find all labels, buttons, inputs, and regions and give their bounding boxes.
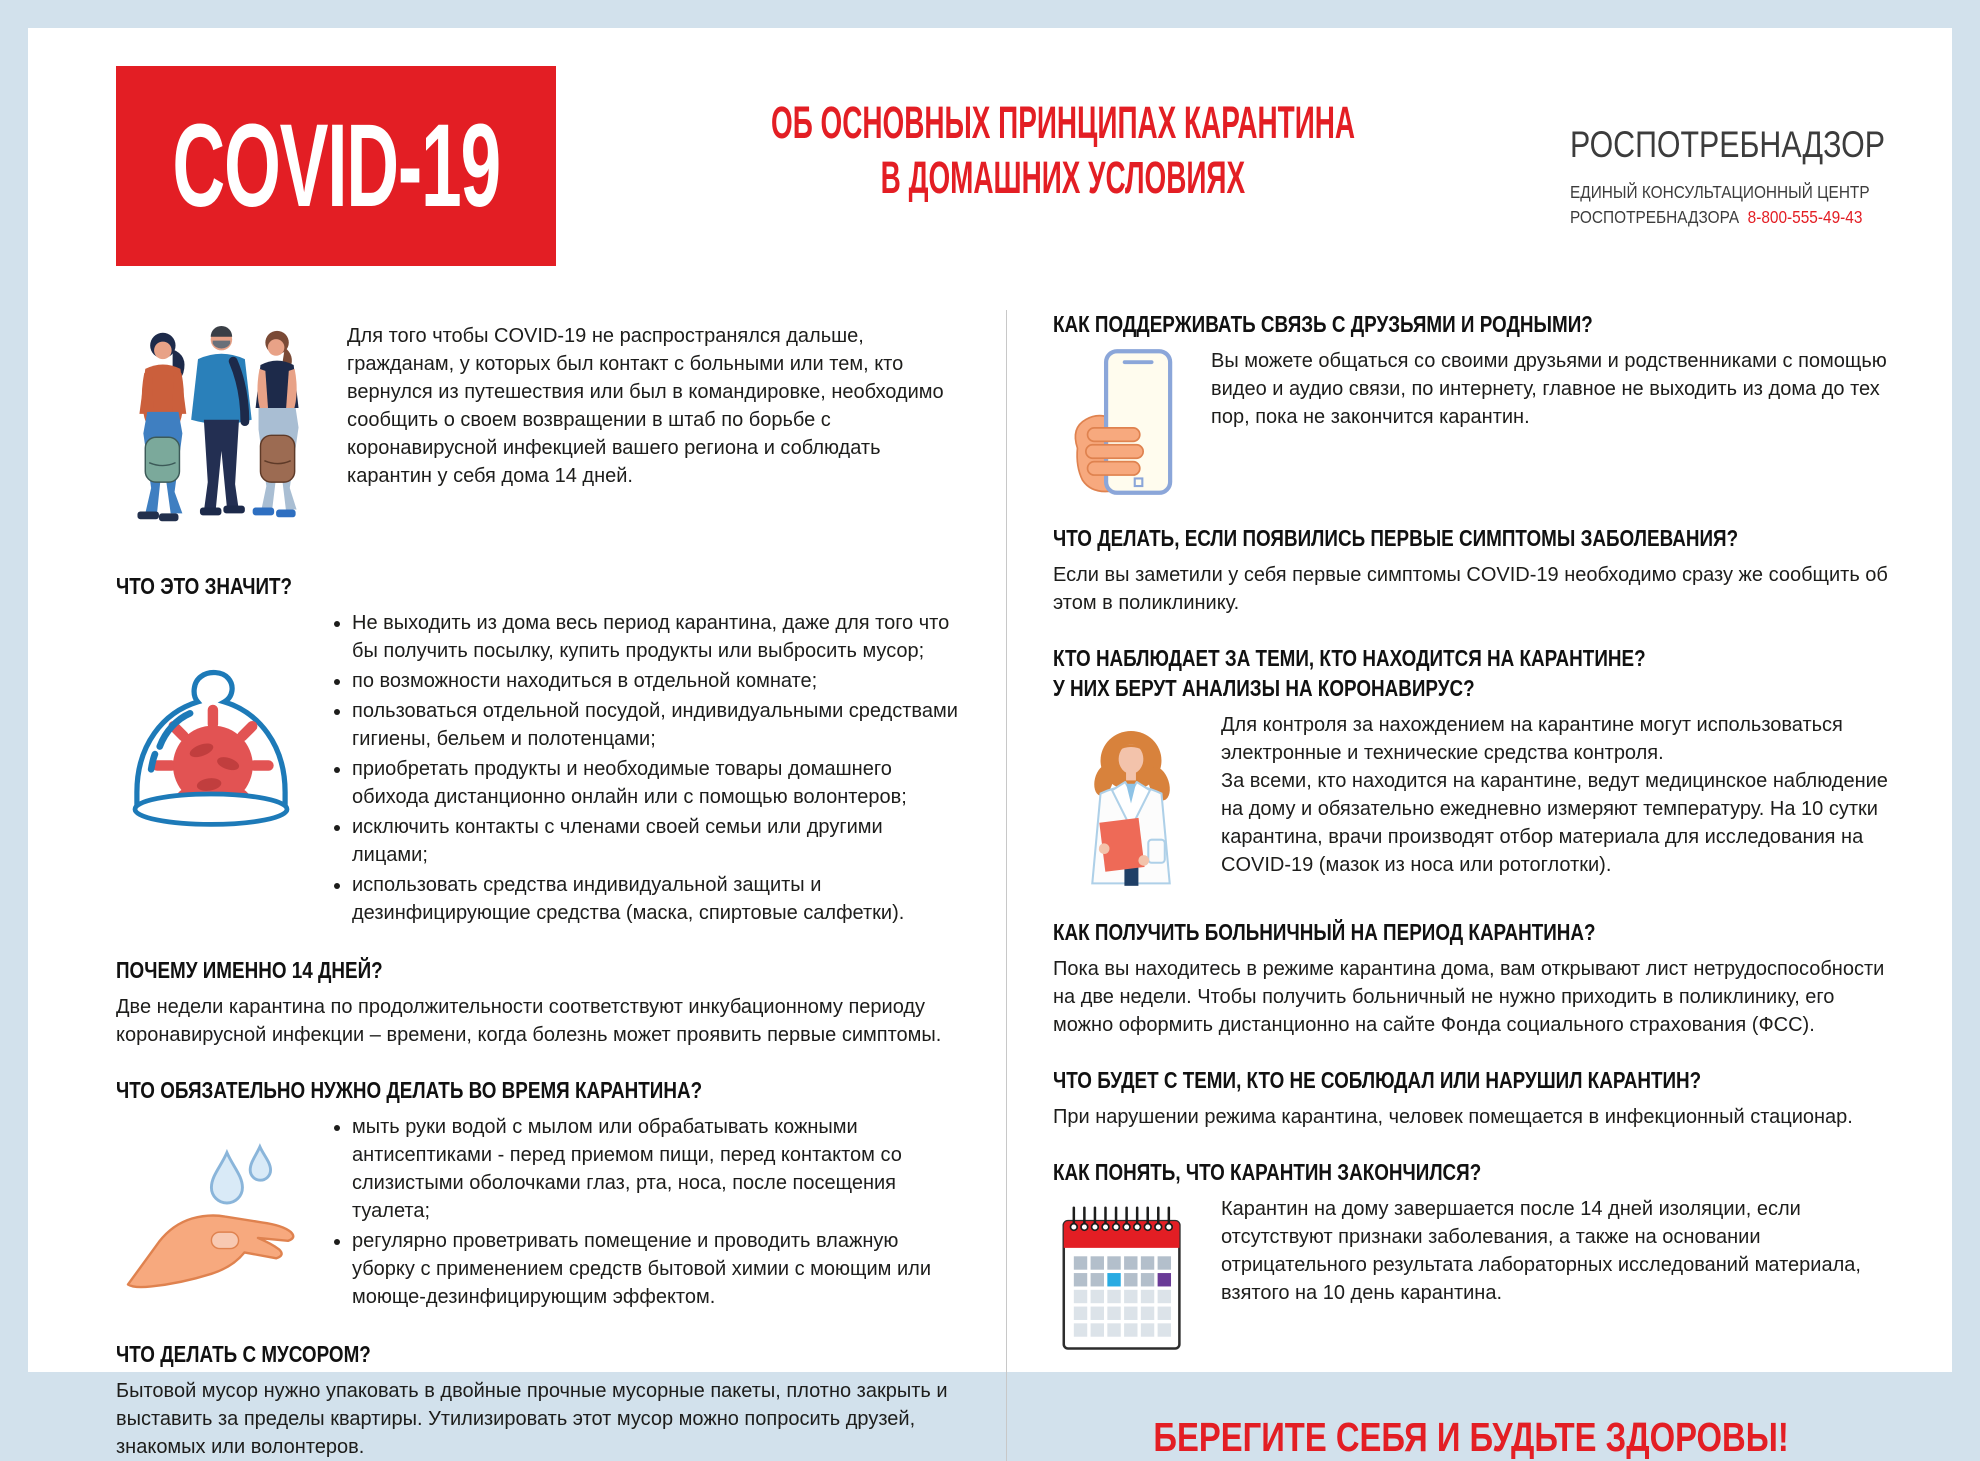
virus-dome-illustration	[116, 609, 314, 864]
section-why-14-days	[116, 956, 962, 1049]
trash-text: Бытовой мусор нужно упаковать в двойные прочные мусорные пакеты, плотно закрыть и выставить за пределы квартиры. Утилизировать этот мусор можно попросить друзей, знакомых или волонтеров.	[116, 1377, 962, 1461]
section-heading: КАК ПОЛУЧИТЬ БОЛЬНИЧНЫЙ НА ПЕРИОД КАРАНТИНА?	[1053, 918, 1890, 946]
section-heading: ЧТО БУДЕТ С ТЕМИ, КТО НЕ СОБЛЮДАЛ ИЛИ НАРУШИЛ КАРАНТИН?	[1053, 1066, 1890, 1094]
list-item: Для контроля за нахождением на карантине могут использоваться электронные и технические средства контроля.	[1221, 711, 1890, 767]
covid-badge-label: COVID-19	[172, 98, 500, 234]
content-columns	[28, 310, 1952, 1461]
closing-message: БЕРЕГИТЕ СЕБЯ И БУДЬТЕ ЗДОРОВЫ!	[1053, 1414, 1890, 1461]
list-item: • использовать средства индивидуальной защиты и дезинфицирующие средства (маска, спиртовые салфетки).	[352, 871, 962, 927]
hotline-phone: 8-800-555-49-43	[1748, 207, 1863, 227]
section-heading: ЧТО ЭТО ЗНАЧИТ?	[116, 572, 962, 600]
title-line-2: В ДОМАШНИХ УСЛОВИЯХ	[881, 151, 1245, 206]
section-heading-line2: У НИХ БЕРУТ АНАЛИЗЫ НА КОРОНАВИРУС?	[1053, 674, 1890, 702]
agency-subtitle-line1: ЕДИНЫЙ КОНСУЛЬТАЦИОННЫЙ ЦЕНТР	[1570, 180, 1870, 205]
section-heading: КАК ПОДДЕРЖИВАТЬ СВЯЗЬ С ДРУЗЬЯМИ И РОДНЫМИ?	[1053, 310, 1890, 338]
who-monitors-text	[1221, 711, 1890, 879]
section-first-symptoms	[1053, 524, 1890, 617]
quarantine-end-text: Карантин на дому завершается после 14 дней изоляции, если отсутствуют признаки заболевания, а также на основании отрицательного результата лабораторных исследований материала, взятого на 10 день карантина.	[1221, 1195, 1890, 1307]
section-heading: ПОЧЕМУ ИМЕННО 14 ДНЕЙ?	[116, 956, 962, 984]
list-item: • мыть руки водой с мылом или обрабатывать кожными антисептиками - перед приемом пищи, перед контактом со слизистыми оболочками глаз, рта, носа, после посещения туалета;	[352, 1113, 962, 1225]
section-heading: ЧТО ДЕЛАТЬ С МУСОРОМ?	[116, 1340, 962, 1368]
section-what-it-means	[116, 572, 962, 929]
hand-water-drops-illustration	[116, 1113, 314, 1299]
travelers-illustration	[116, 310, 321, 545]
section-must-do	[116, 1076, 962, 1313]
list-item: • по возможности находиться в отдельной комнате;	[352, 667, 962, 695]
page-title	[592, 66, 1534, 206]
intro-section	[116, 310, 962, 545]
calendar-illustration	[1053, 1195, 1203, 1356]
list-item: За всеми, кто находится на карантине, ведут медицинское наблюдение на дому и обязательно ежедневно измеряют температуру. На 10 сутки карантина, врачи производят отбор материала для исследования на COVID-19 (мазок из носа или ротоглотки).	[1221, 767, 1890, 879]
poster-page	[28, 28, 1952, 1372]
section-quarantine-end	[1053, 1158, 1890, 1356]
phone-in-hand-illustration	[1053, 347, 1193, 497]
section-who-monitors	[1053, 644, 1890, 891]
must-do-list	[328, 1113, 962, 1313]
agency-block	[1570, 66, 1954, 231]
violation-text: При нарушении режима карантина, человек помещается в инфекционный стационар.	[1053, 1103, 1890, 1131]
section-heading: ЧТО ДЕЛАТЬ, ЕСЛИ ПОЯВИЛИСЬ ПЕРВЫЕ СИМПТОМЫ ЗАБОЛЕВАНИЯ?	[1053, 524, 1890, 552]
list-item: • приобретать продукты и необходимые товары домашнего обихода дистанционно онлайн или с помощью волонтеров;	[352, 755, 962, 811]
header	[28, 28, 1952, 266]
agency-subtitle-line2: РОСПОТРЕБНАДЗОРА	[1570, 207, 1739, 227]
list-item: • Не выходить из дома весь период карантина, даже для того что бы получить посылку, купить продукты или выбросить мусор;	[352, 609, 962, 665]
why-14-days-text: Две недели карантина по продолжительности соответствуют инкубационному периоду коронавирусной инфекции – времени, когда болезнь может проявить первые симптомы.	[116, 993, 962, 1049]
list-item: • исключить контакты с членами своей семьи или другими лицами;	[352, 813, 962, 869]
title-line-1: ОБ ОСНОВНЫХ ПРИНЦИПАХ КАРАНТИНА	[771, 96, 1355, 151]
left-column	[116, 310, 1006, 1461]
covid-badge	[116, 66, 556, 266]
first-symptoms-text: Если вы заметили у себя первые симптомы COVID-19 необходимо сразу же сообщить об этом в поликлинику.	[1053, 561, 1890, 617]
list-item: • пользоваться отдельной посудой, индивидуальными средствами гигиены, бельем и полотенцами;	[352, 697, 962, 753]
section-heading-line1: КТО НАБЛЮДАЕТ ЗА ТЕМИ, КТО НАХОДИТСЯ НА КАРАНТИНЕ?	[1053, 644, 1890, 672]
sick-leave-text: Пока вы находитесь в режиме карантина дома, вам открывают лист нетрудоспособности на две недели. Чтобы получить больничный не нужно приходить в поликлинику, его можно оформить дистанционно на сайте Фонда социального страхования (ФСС).	[1053, 955, 1890, 1039]
section-trash	[116, 1340, 962, 1461]
right-column	[1006, 310, 1890, 1461]
section-heading: КАК ПОНЯТЬ, ЧТО КАРАНТИН ЗАКОНЧИЛСЯ?	[1053, 1158, 1890, 1186]
list-item: • регулярно проветривать помещение и проводить влажную уборку с применением средств бытовой химии с моющим или моюще-дезинфицирующим эффектом.	[352, 1227, 962, 1311]
section-heading: ЧТО ОБЯЗАТЕЛЬНО НУЖНО ДЕЛАТЬ ВО ВРЕМЯ КАРАНТИНА?	[116, 1076, 962, 1104]
agency-subtitle	[1570, 180, 1954, 231]
section-keep-in-touch	[1053, 310, 1890, 497]
agency-name: РОСПОТРЕБНАДЗОР	[1570, 124, 1885, 166]
intro-text: Для того чтобы COVID-19 не распространялся дальше, гражданам, у которых был контакт с больными или тем, кто вернулся из путешествия или был в командировке, необходимо сообщить о своем возвращении в штаб по борьбе с коронавирусной инфекцией вашего региона и соблюдать карантин у себя дома 14 дней.	[347, 310, 962, 545]
what-it-means-list	[328, 609, 962, 929]
keep-in-touch-text: Вы можете общаться со своими друзьями и родственниками с помощью видео и аудио связи, по интернету, главное не выходить из дома до тех пор, пока не закончится карантин.	[1211, 347, 1890, 431]
section-sick-leave	[1053, 918, 1890, 1039]
section-violation	[1053, 1066, 1890, 1131]
doctor-illustration	[1053, 711, 1203, 891]
